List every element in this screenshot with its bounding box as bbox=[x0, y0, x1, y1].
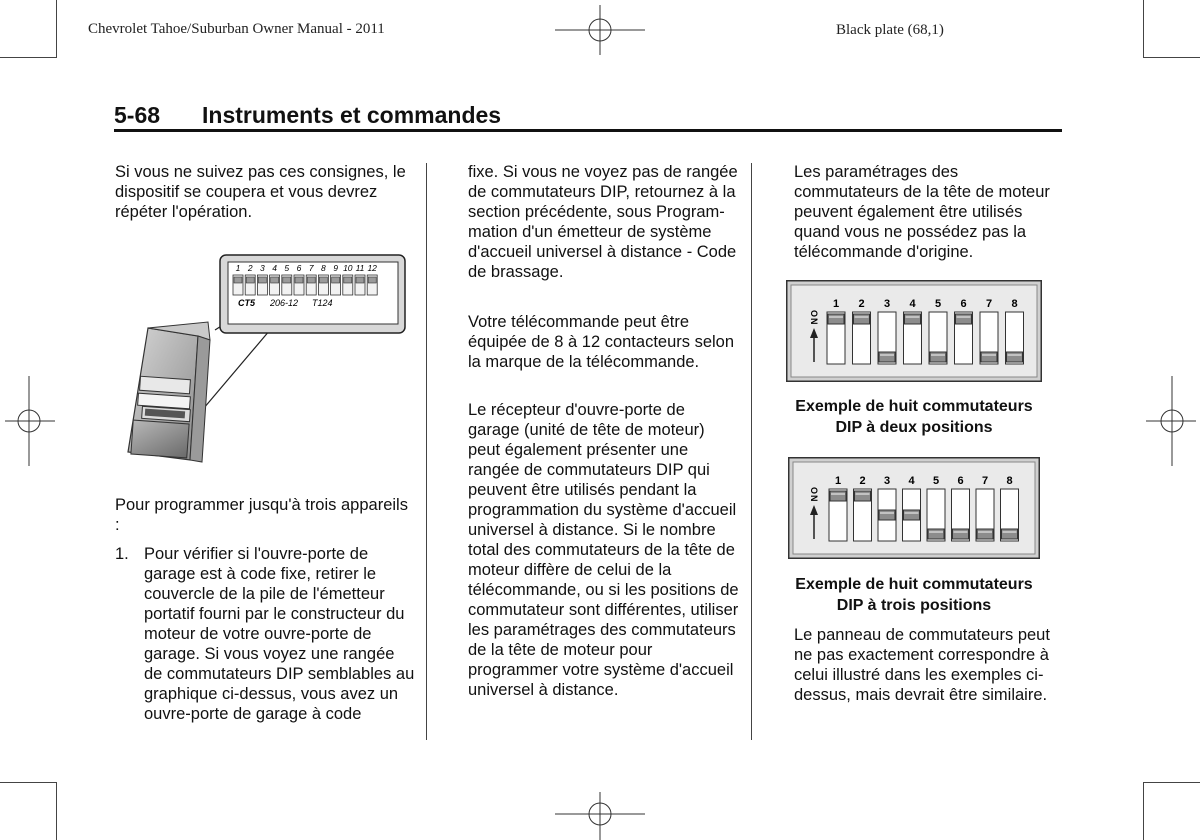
section-heading bbox=[114, 100, 1062, 132]
running-header-left: Chevrolet Tahoe/Suburban Owner Manual - 2011 bbox=[88, 21, 385, 37]
dip-switch-toggle bbox=[1007, 352, 1023, 362]
switch-number: 8 bbox=[1006, 475, 1013, 487]
switch-number: 3 bbox=[883, 298, 891, 310]
dip-switch-toggle bbox=[307, 277, 315, 283]
caption-line-2: DIP à trois positions bbox=[836, 597, 992, 614]
dip-switch-toggle bbox=[930, 352, 946, 362]
dip-switch-figure-two-position bbox=[786, 280, 1042, 382]
crop-mark bbox=[56, 782, 57, 840]
dip-switch-toggle bbox=[368, 277, 376, 283]
dip-switch-toggle bbox=[332, 277, 340, 283]
dip-switch-number: 3 bbox=[260, 263, 265, 273]
section-title: Instruments et commandes bbox=[202, 102, 502, 128]
dip-switch-number: 11 bbox=[355, 263, 365, 273]
switch-number: 7 bbox=[981, 475, 989, 487]
dip-switch-number: 9 bbox=[333, 263, 338, 273]
switch-number: 4 bbox=[908, 475, 915, 487]
dip-switch-toggle bbox=[830, 491, 846, 501]
crop-mark bbox=[1143, 0, 1144, 58]
dip-switch-number: 10 bbox=[343, 263, 353, 273]
switch-number: 3 bbox=[883, 475, 891, 487]
dip-switch-toggle bbox=[828, 314, 844, 324]
crop-mark bbox=[1144, 782, 1200, 783]
dip-switch-toggle bbox=[956, 314, 972, 324]
dip-switch-toggle bbox=[981, 352, 997, 362]
dip-switch-toggle bbox=[295, 277, 303, 283]
col2-paragraph-3: Le récepteur d'ouvre-porte de garage (unité de tête de moteur) peut également présenter une rangée de commutateurs DIP qui peuvent être utilisés pendant la programmation du système d'accueil universel à distance. Si le nombre total des commutateurs de la tête de moteur diffère de celui de la télécommande, ou si les positions de commutateur sont différentes, utiliser les paramétrages des commutateurs de la tête de moteur pour programmer votre système d'accueil universel à distance. bbox=[468, 401, 739, 699]
dip-switch-number: 12 bbox=[367, 263, 377, 273]
label-code: 206-12 bbox=[270, 298, 299, 308]
dip-switch-toggle bbox=[854, 314, 870, 324]
switch-number: 1 bbox=[834, 475, 842, 487]
dip-switch-figure-three-position bbox=[788, 457, 1040, 559]
dip-switch-number: 7 bbox=[308, 263, 314, 273]
col3-paragraph-2: Le panneau de commutateurs peut ne pas exactement correspondre à celui illustré dans les exemples ci-dessus, mais devrait être similaire. bbox=[794, 626, 1050, 704]
dip-switch-toggle bbox=[344, 277, 352, 283]
dip-switch-toggle bbox=[905, 314, 921, 324]
dip-switch-number: 6 bbox=[296, 263, 302, 273]
remote-dip-switch-illustration bbox=[120, 250, 415, 485]
crop-mark bbox=[0, 57, 56, 58]
caption-line-1: Exemple de huit commutateurs bbox=[795, 576, 1033, 593]
switch-number: 4 bbox=[909, 298, 916, 310]
column-divider bbox=[426, 163, 427, 740]
dip-switch-toggle bbox=[234, 277, 242, 283]
figure-caption-three-position bbox=[770, 574, 1058, 616]
dip-switch-toggle bbox=[855, 491, 871, 501]
dip-switch-toggle bbox=[953, 529, 969, 539]
crop-mark bbox=[1143, 782, 1144, 840]
dip-switch-toggle bbox=[1002, 529, 1018, 539]
registration-mark-left bbox=[5, 376, 55, 466]
switch-number: 5 bbox=[934, 298, 942, 310]
dip-switch-toggle bbox=[879, 352, 895, 362]
registration-mark-top bbox=[555, 5, 645, 55]
page-number: 5-68 bbox=[114, 102, 161, 128]
on-label: ON bbox=[809, 487, 819, 503]
switch-number: 2 bbox=[859, 475, 866, 487]
caption-line-1: Exemple de huit commutateurs bbox=[795, 398, 1033, 415]
dip-switch-toggle bbox=[356, 277, 364, 283]
registration-mark-right bbox=[1146, 376, 1196, 466]
dip-switch-toggle bbox=[977, 529, 993, 539]
col1-paragraph-2: Pour programmer jusqu'à trois appareils : bbox=[115, 496, 408, 534]
dip-switch-toggle bbox=[258, 277, 266, 283]
dip-switch-number: 1 bbox=[235, 263, 241, 273]
switch-number: 5 bbox=[932, 475, 940, 487]
label-t: T124 bbox=[312, 298, 333, 308]
col2-paragraph-2: Votre télécommande peut être équipée de 8 à 12 contacteurs selon la marque de la télécommande. bbox=[468, 313, 735, 371]
dip-switch-number: 5 bbox=[284, 263, 290, 273]
dip-switch-number: 8 bbox=[321, 263, 326, 273]
caption-line-2: DIP à deux positions bbox=[835, 419, 993, 436]
dip-switch-toggle bbox=[879, 510, 895, 520]
running-header-right: Black plate (68,1) bbox=[836, 22, 944, 38]
dip-switch-toggle bbox=[283, 277, 291, 283]
dip-switch-number: 2 bbox=[247, 263, 253, 273]
switch-number: 6 bbox=[960, 298, 967, 310]
registration-mark-bottom bbox=[555, 792, 645, 840]
switch-number: 7 bbox=[985, 298, 993, 310]
title-rule bbox=[114, 129, 1062, 132]
dip-switch-toggle bbox=[271, 277, 279, 283]
dip-switch-toggle bbox=[246, 277, 254, 283]
col3-paragraph-1: Les paramétrages des commutateurs de la tête de moteur peuvent également être utilisés quand vous ne possédez pas la télécommande d'origine. bbox=[794, 163, 1050, 261]
figure-caption-two-position bbox=[770, 396, 1058, 438]
crop-mark bbox=[56, 0, 57, 58]
crop-mark bbox=[0, 782, 56, 783]
list-item-text: Pour vérifier si l'ouvre-porte de garage est à code fixe, retirer le couvercle de la pile de l'émetteur portatif fourni par le constructeur du moteur de votre ouvre-porte de garage. Si vous voyez une rangée de commutateurs DIP semblables au graphique ci-dessus, vous avez un ouvre-porte de garage à code bbox=[144, 545, 415, 723]
column-divider bbox=[751, 163, 752, 740]
dip-switch-toggle bbox=[928, 529, 944, 539]
crop-mark bbox=[1144, 57, 1200, 58]
switch-number: 1 bbox=[832, 298, 840, 310]
switch-number: 6 bbox=[957, 475, 964, 487]
list-item-number: 1. bbox=[115, 545, 129, 563]
on-label: ON bbox=[809, 310, 819, 326]
dip-switch-number: 4 bbox=[272, 263, 277, 273]
col1-paragraph-1: Si vous ne suivez pas ces consignes, le dispositif se coupera et vous devrez répéter l'opération. bbox=[115, 163, 406, 221]
switch-number: 2 bbox=[858, 298, 865, 310]
col2-paragraph-1: fixe. Si vous ne voyez pas de rangée de commutateurs DIP, retournez à la section précédente, sous Program- mation d'un émetteur de système d'accueil universel à distance - Code de brassage. bbox=[468, 163, 738, 281]
dip-switch-toggle bbox=[319, 277, 327, 283]
dip-switch-toggle bbox=[904, 510, 920, 520]
label-ct5: CT5 bbox=[238, 298, 256, 308]
switch-number: 8 bbox=[1011, 298, 1018, 310]
